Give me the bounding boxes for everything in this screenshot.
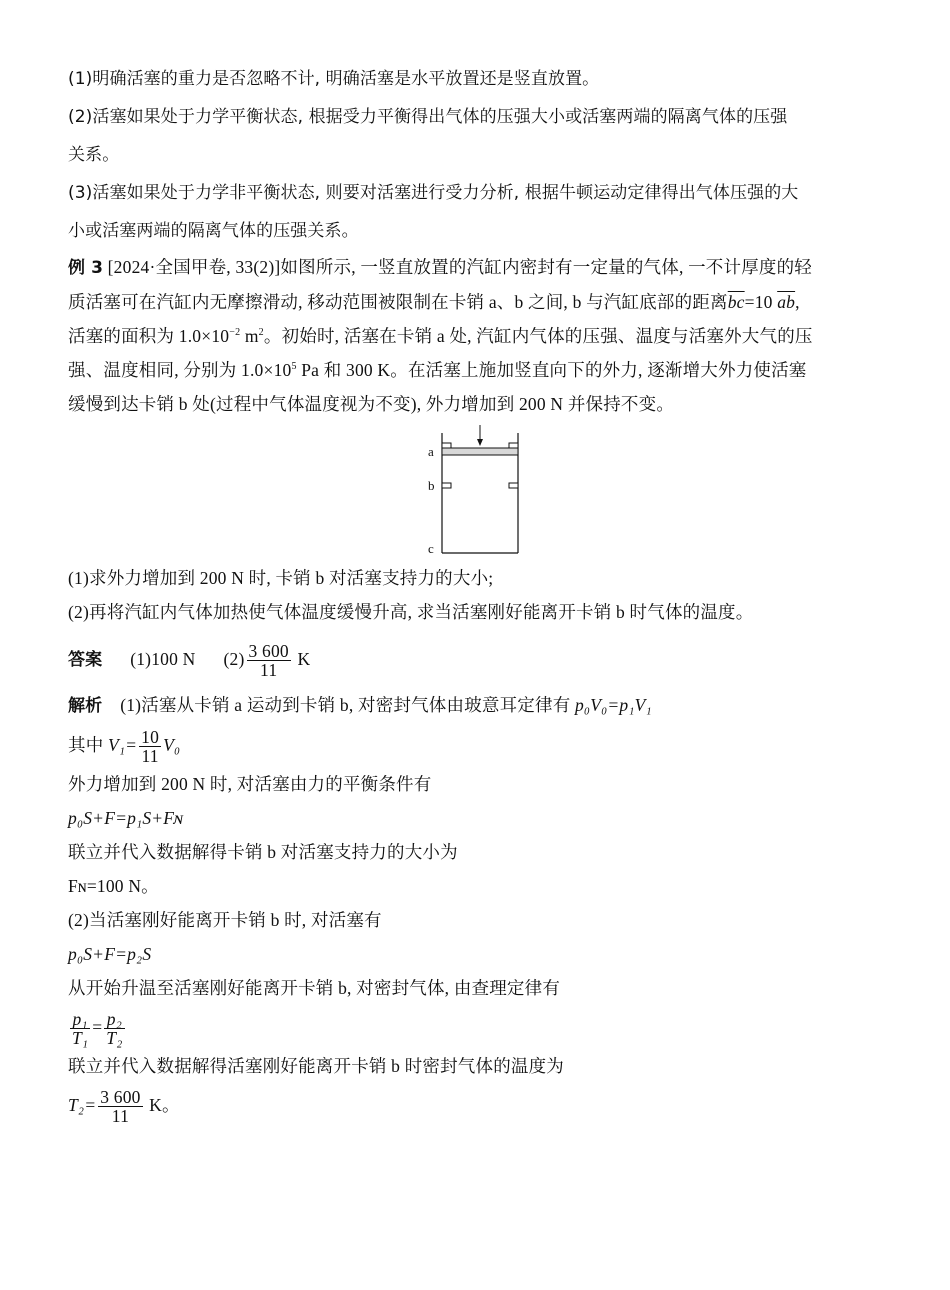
answer-fraction [247, 642, 291, 679]
example-text-1: 如图所示, 一竖直放置的汽缸内密封有一定量的气体, 一不计厚度的轻 [280, 257, 812, 277]
answer-part-2-prefix: (2) [223, 649, 245, 669]
note-2-cont: 关系。 [68, 145, 120, 165]
label-c: c [428, 541, 434, 555]
analysis-text-2: 其中 [68, 735, 108, 755]
charles-fraction-1 [70, 1010, 90, 1047]
piston [442, 448, 518, 455]
example-text-3c: 。初始时, 活塞在卡销 a 处, 汽缸内气体的压强、温度与活塞外大气的压 [263, 326, 813, 346]
answer-line [68, 637, 880, 682]
charles-fraction-2 [104, 1010, 124, 1047]
question-2: (2)再将汽缸内气体加热使气体温度缓慢升高, 求当活塞刚好能离开卡销 b 时气体的温度。 [68, 602, 754, 622]
segment-bc: $\overline{bc}$ [727, 292, 745, 312]
formula-t2: T₂= [68, 1095, 97, 1115]
cylinder-diagram [68, 425, 880, 555]
analysis-line-2 [68, 723, 880, 767]
question-1: (1)求外力增加到 200 N 时, 卡销 b 对活塞支持力的大小; [68, 568, 494, 588]
temperature-fraction [98, 1088, 142, 1125]
example-text-3b: m [240, 326, 259, 346]
analysis-line-8: p₀S+F=p₂S [68, 944, 152, 964]
formula-v1: V₁= [107, 735, 138, 755]
note-2: (2)活塞如果处于力学平衡状态, 根据受力平衡得出气体的压强大小或活塞两端的隔离气体的压强 [68, 107, 788, 127]
example-text-3a: 活塞的面积为 1.0×10 [68, 326, 230, 346]
fraction-2-denominator: T₂ [106, 1028, 123, 1049]
volume-fraction [139, 728, 161, 765]
analysis-line-5: 联立并代入数据解得卡销 b 对活塞支持力的大小为 [68, 842, 458, 862]
exponent-m2: 2 [258, 327, 264, 339]
analysis-line-11: 联立并代入数据解得活塞刚好能离开卡销 b 时密封气体的温度为 [68, 1056, 564, 1076]
fraction-1-denominator: T₁ [72, 1028, 89, 1049]
answer-unit: K [297, 649, 311, 669]
document-page [68, 60, 880, 1127]
example-source: [2024·全国甲卷, 33(2)] [107, 257, 281, 277]
pin-b-right [509, 483, 518, 488]
answer-label: 答案 [68, 650, 103, 670]
charles-equals: = [92, 1017, 103, 1037]
pin-a-right [509, 443, 518, 448]
fraction-1-numerator: p₁ [70, 1010, 90, 1029]
label-b: b [428, 478, 435, 493]
fraction-2-numerator: p₂ [104, 1010, 124, 1029]
example-eq: =10 [744, 292, 773, 312]
answer-part-1: (1)100 N [130, 649, 196, 669]
force-arrow-head [477, 439, 483, 446]
analysis-line-7: (2)当活塞刚好能离开卡销 b 时, 对活塞有 [68, 910, 382, 930]
example-text-2: 质活塞可在汽缸内无摩擦滑动, 移动范围被限制在卡销 a、b 之间, b 与汽缸底部的距离 [68, 292, 728, 312]
analysis-text-1: (1)活塞从卡销 a 运动到卡销 b, 对密封气体由玻意耳定律有 [120, 695, 575, 715]
exponent-area: −2 [229, 327, 241, 339]
analysis-line-4: p₀S+F=p₁S+Fɴ [68, 808, 184, 828]
analysis-line-12 [68, 1083, 880, 1127]
volume-numerator: 10 [141, 727, 160, 748]
note-1: (1)明确活塞的重力是否忽略不计, 明确活塞是水平放置还是竖直放置。 [68, 69, 600, 89]
exponent-pressure: 5 [291, 361, 297, 373]
temperature-numerator: 3 600 [100, 1087, 141, 1108]
temperature-denominator: 11 [111, 1106, 130, 1127]
analysis-line-6: Fɴ=100 N。 [68, 876, 159, 896]
example-line-5: 缓慢到达卡销 b 处(过程中气体温度视为不变), 外力增加到 200 N 并保持不变。 [68, 394, 675, 414]
segment-ab: $\overline{ab}$ [777, 292, 796, 312]
temperature-unit: K。 [144, 1095, 180, 1115]
example-line-3 [68, 319, 880, 353]
analysis-line-1 [68, 688, 880, 723]
example-line-4 [68, 353, 880, 387]
example-label: 例 3 [68, 258, 104, 278]
example-text-4a: 强、温度相同, 分别为 1.0×10 [68, 360, 292, 380]
note-3-cont: 小或活塞两端的隔离气体的压强关系。 [68, 221, 359, 241]
analysis-label: 解析 [68, 696, 103, 716]
volume-denominator: 11 [141, 746, 159, 767]
example-text-4b: Pa 和 300 K。在活塞上施加竖直向下的外力, 逐渐增大外力使活塞 [296, 360, 807, 380]
formula-v0: V₀ [163, 735, 181, 755]
analysis-line-10 [68, 1005, 880, 1049]
example-comma: , [795, 292, 800, 312]
answer-numerator: 3 600 [248, 641, 289, 662]
pin-b-left [442, 483, 451, 488]
cylinder-figure [68, 425, 880, 555]
analysis-line-9: 从开始升温至活塞刚好能离开卡销 b, 对密封气体, 由查理定律有 [68, 978, 561, 998]
example-line-2 [68, 285, 880, 319]
analysis-line-3: 外力增加到 200 N 时, 对活塞由力的平衡条件有 [68, 774, 432, 794]
pin-a-left [442, 443, 451, 448]
note-3: (3)活塞如果处于力学非平衡状态, 则要对活塞进行受力分析, 根据牛顿运动定律得出气体压强的大 [68, 183, 799, 203]
formula-boyle: p₀V₀=p₁V₁ [574, 695, 652, 715]
example-line-1 [68, 250, 880, 285]
label-a: a [428, 444, 434, 459]
answer-denominator: 11 [260, 660, 278, 681]
